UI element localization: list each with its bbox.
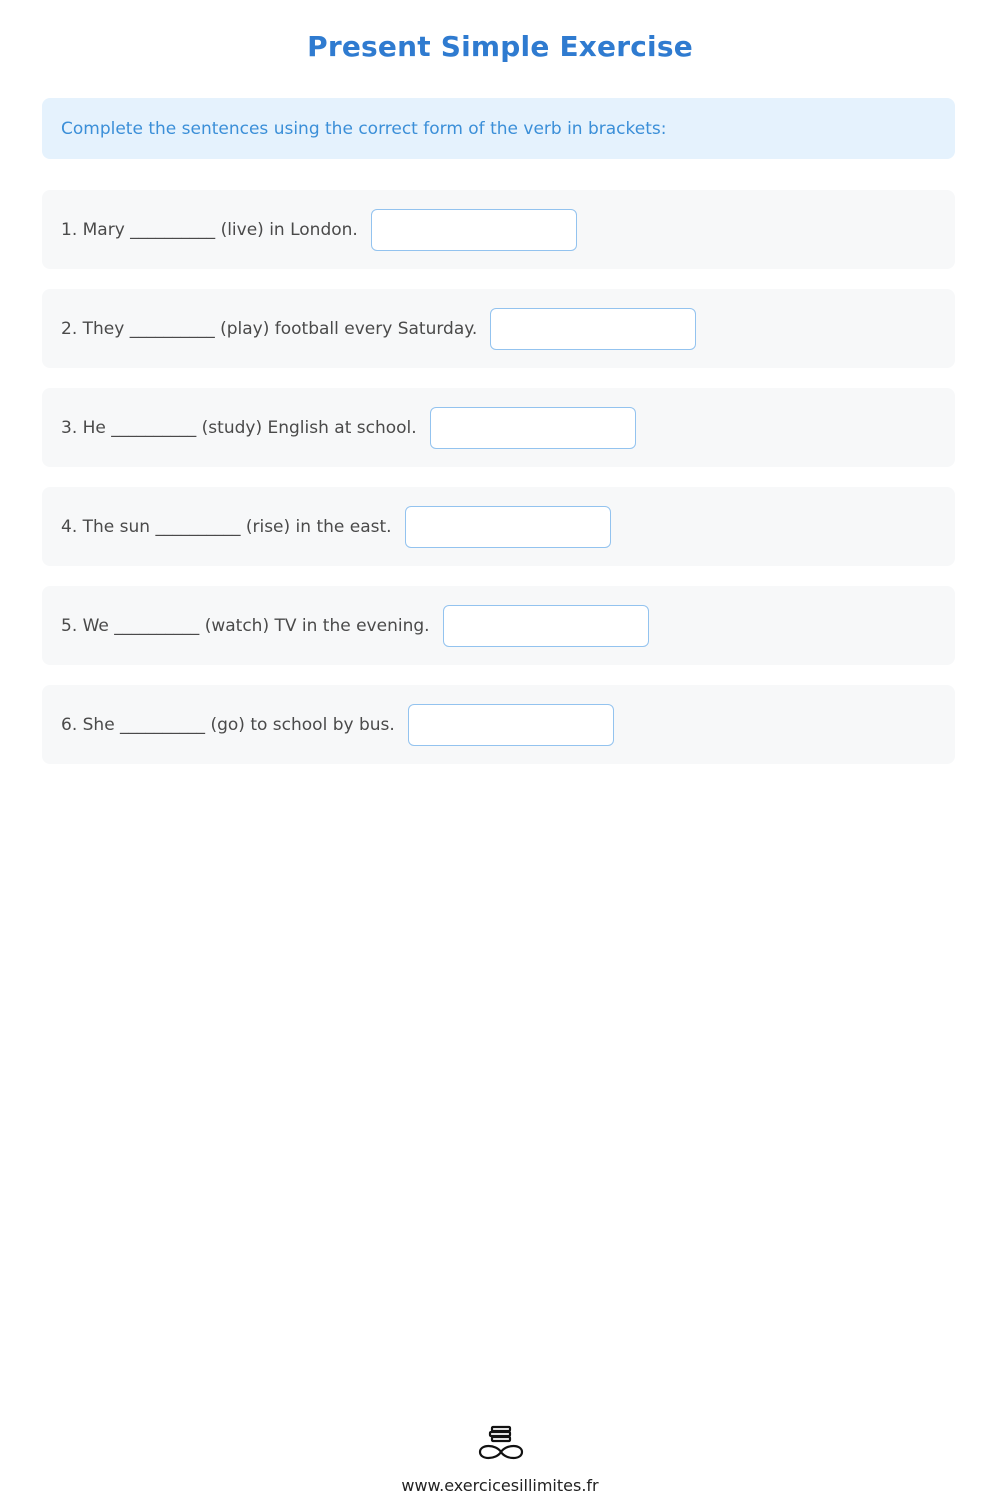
question-item [42,586,955,665]
question-item [42,388,955,467]
answer-input-4[interactable] [405,506,611,548]
question-text: 4. The sun __________ (rise) in the east. [61,516,392,537]
instruction-text: Complete the sentences using the correct form of the verb in brackets: [61,118,667,139]
question-item [42,487,955,566]
answer-input-6[interactable] [408,704,614,746]
answer-input-1[interactable] [371,209,577,251]
page-title: Present Simple Exercise [307,30,693,63]
question-text: 1. Mary __________ (live) in London. [61,219,358,240]
answer-input-5[interactable] [443,605,649,647]
question-text: 5. We __________ (watch) TV in the evening. [61,615,430,636]
question-item [42,289,955,368]
question-item [42,685,955,764]
question-text: 2. They __________ (play) football every Saturday. [61,318,478,339]
instruction-box [42,98,955,159]
infinity-books-logo-icon [474,1424,528,1464]
question-text: 3. He __________ (study) English at school. [61,417,417,438]
question-item [42,190,955,269]
answer-input-3[interactable] [430,407,636,449]
answer-input-2[interactable] [490,308,696,350]
footer-url[interactable]: www.exercicesillimites.fr [401,1476,599,1495]
question-text: 6. She __________ (go) to school by bus. [61,714,395,735]
question-list [42,190,955,784]
